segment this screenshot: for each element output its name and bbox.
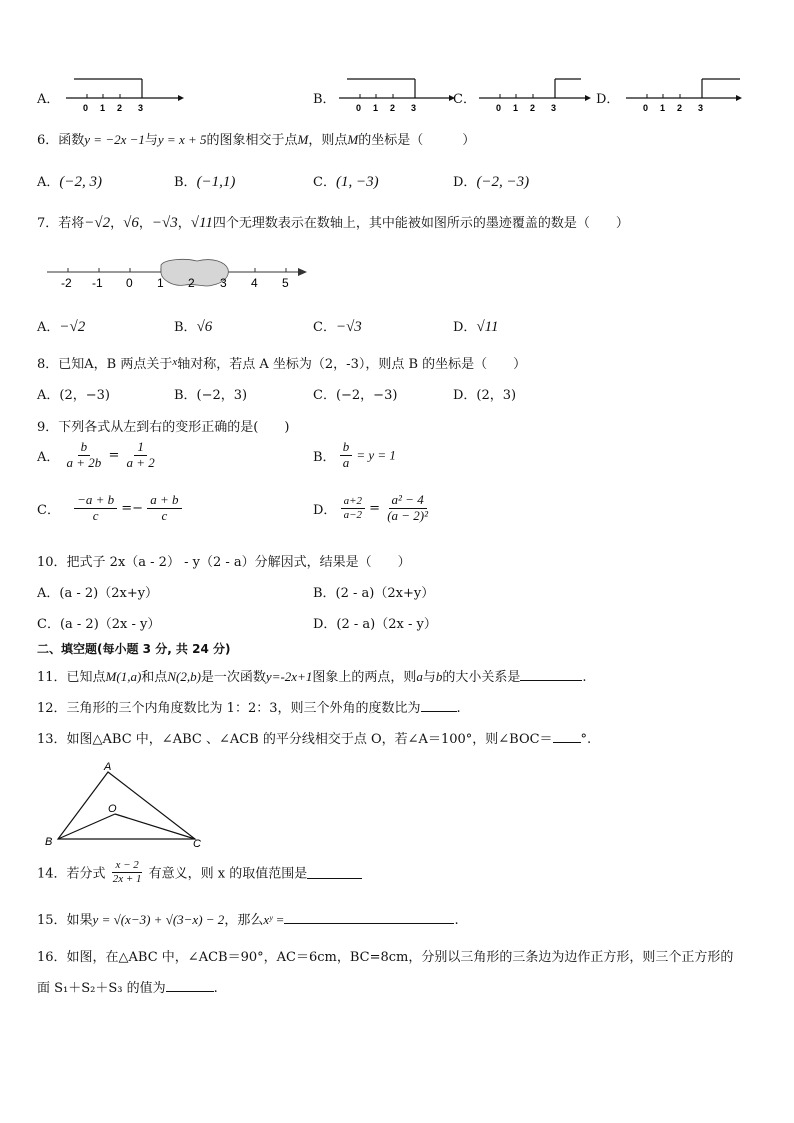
- q5d-tick-1: 1: [660, 103, 666, 113]
- q5d-tick-3: 3: [698, 103, 704, 113]
- q5d-tick-2: 2: [677, 103, 683, 113]
- q7-option-b[interactable]: B．√6: [174, 319, 213, 335]
- q9-option-a[interactable]: A． $\frac{b}{a + 2b}$ = $\frac{1}{a + 2}$: [37, 439, 155, 470]
- q13-answer-blank[interactable]: [553, 729, 581, 743]
- q7-numberline-figure: [45, 255, 310, 293]
- q13-label-b: B: [45, 836, 53, 848]
- q5-option-d-numberline: [622, 74, 744, 114]
- q12-answer-blank[interactable]: [421, 698, 457, 712]
- q5-option-b-numberline: [335, 74, 457, 114]
- q5a-tick-3: 3: [138, 103, 144, 113]
- q14-stem: 14．若分式 $\frac{x - 2}{2x + 1}$ 有意义，则 x 的取值范围是: [37, 859, 362, 885]
- q8-stem: 8．已知A，B 两点关于$^x$轴对称，若点 A 坐标为（2，-3），则点 B 的坐标是（ ）: [37, 356, 527, 372]
- q5c-tick-3: 3: [551, 103, 557, 113]
- q10-option-c[interactable]: C．(a - 2)（2x - y）: [37, 617, 161, 632]
- q5-option-c-numberline: [475, 74, 597, 114]
- q5-option-a-label: A．: [37, 92, 60, 107]
- q13-triangle-figure: [40, 758, 220, 850]
- q11-answer-blank[interactable]: [520, 667, 582, 681]
- q15-answer-blank[interactable]: [284, 910, 454, 924]
- q16-stem-line2: 面 S₁＋S₂＋S₃ 的值为 .: [37, 977, 218, 996]
- q16-stem-line1: 16．如图，在△ABC 中，∠ACB＝90°，AC＝6cm，BC=8cm，分别以三角形的三条边为边作正方形，则三个正方形的: [37, 950, 734, 965]
- q11-stem: 11．已知点M(1,a)和点N(2,b)是一次函数y=-2x+1图象上的两点，则a与b的大小关系是 .: [37, 669, 587, 685]
- q5-option-b-label: B．: [313, 92, 336, 107]
- q5b-tick-0: 0: [356, 103, 362, 113]
- q5a-tick-2: 2: [117, 103, 123, 113]
- q6-option-d[interactable]: D．(−2, −3): [453, 174, 530, 190]
- q10-option-a[interactable]: A．(a - 2)（2x+y）: [37, 586, 159, 601]
- q7-tick-neg1: -1: [92, 276, 103, 290]
- q7-tick-neg2: -2: [61, 276, 72, 290]
- q5-option-d-label: D．: [596, 92, 620, 107]
- q5b-tick-2: 2: [390, 103, 396, 113]
- q9-option-c[interactable]: C． $\frac{-a + b}{c}$ =− $\frac{a + b}{c}$: [37, 493, 182, 524]
- q8-option-d[interactable]: D．(2，3): [453, 388, 517, 403]
- q7-option-d[interactable]: D．√11: [453, 319, 499, 335]
- q7-tick-2: 2: [188, 276, 195, 290]
- q6-option-b[interactable]: B．(−1,1): [174, 174, 236, 190]
- q10-stem: 10．把式子 2x（a - 2） - y（2 - a）分解因式，结果是（ ）: [37, 555, 411, 570]
- q5d-tick-0: 0: [643, 103, 649, 113]
- q8-option-a[interactable]: A．(2，−3): [37, 388, 110, 403]
- q9-option-b[interactable]: B． $\frac{b}{a}$ = y = 1: [313, 439, 396, 470]
- q7-option-c[interactable]: C．−√3: [313, 319, 362, 335]
- q7-tick-0: 0: [126, 276, 133, 290]
- q6-option-c[interactable]: C．(1, −3): [313, 174, 379, 190]
- q5c-tick-1: 1: [513, 103, 519, 113]
- q15-stem: 15．如果y = √(x−3) + √(3−x) − 2，那么xʸ = .: [37, 912, 459, 928]
- q5c-tick-2: 2: [530, 103, 536, 113]
- q9-stem: 9．下列各式从左到右的变形正确的是( ): [37, 420, 290, 435]
- q9-option-d[interactable]: D． $\frac{a+2}{a-2}$ = $\frac{\text{a² − 4}}{\text{(a − 2)²}}$: [313, 492, 429, 523]
- q8-option-c[interactable]: C．(−2，−3): [313, 388, 398, 403]
- q6-stem: 6．函数y = −2x −1与y = x + 5的图象相交于点M，则点M的坐标是（ ）: [37, 132, 476, 148]
- q13-label-a: A: [104, 761, 112, 773]
- q10-option-b[interactable]: B．(2 - a)（2x+y）: [313, 586, 435, 601]
- q14-answer-blank[interactable]: [307, 865, 362, 879]
- q7-tick-3: 3: [220, 276, 227, 290]
- q5c-tick-0: 0: [496, 103, 502, 113]
- q10-option-d[interactable]: D．(2 - a)（2x - y）: [313, 617, 437, 632]
- q5a-tick-0: 0: [83, 103, 89, 113]
- q5-option-c-label: C．: [453, 92, 476, 107]
- q8-option-b[interactable]: B．(−2，3): [174, 388, 248, 403]
- q7-option-a[interactable]: A．−√2: [37, 319, 86, 335]
- q7-tick-5: 5: [282, 276, 289, 290]
- q5b-tick-1: 1: [373, 103, 379, 113]
- q7-tick-4: 4: [251, 276, 258, 290]
- q13-stem: 13．如图△ABC 中，∠ABC 、∠ACB 的平分线相交于点 O，若∠A＝100°，则∠BOC＝ °.: [37, 728, 591, 747]
- q5-option-a-numberline: [62, 74, 184, 114]
- q6-option-a[interactable]: A．(−2, 3): [37, 174, 103, 190]
- q7-stem: 7．若将−√2，√6，−√3，√11四个无理数表示在数轴上，其中能被如图所示的墨迹覆盖的数是（ ）: [37, 215, 629, 231]
- q13-label-c: C: [193, 838, 201, 850]
- q7-tick-1: 1: [157, 276, 164, 290]
- q5b-tick-3: 3: [411, 103, 417, 113]
- q5a-tick-1: 1: [100, 103, 106, 113]
- q16-answer-blank[interactable]: [166, 978, 214, 992]
- section-title-fill-in: 二、填空题(每小题 3 分, 共 24 分): [37, 642, 231, 656]
- q12-stem: 12．三角形的三个内角度数比为 1：2：3，则三个外角的度数比为 .: [37, 697, 461, 716]
- q13-label-o: O: [108, 803, 117, 815]
